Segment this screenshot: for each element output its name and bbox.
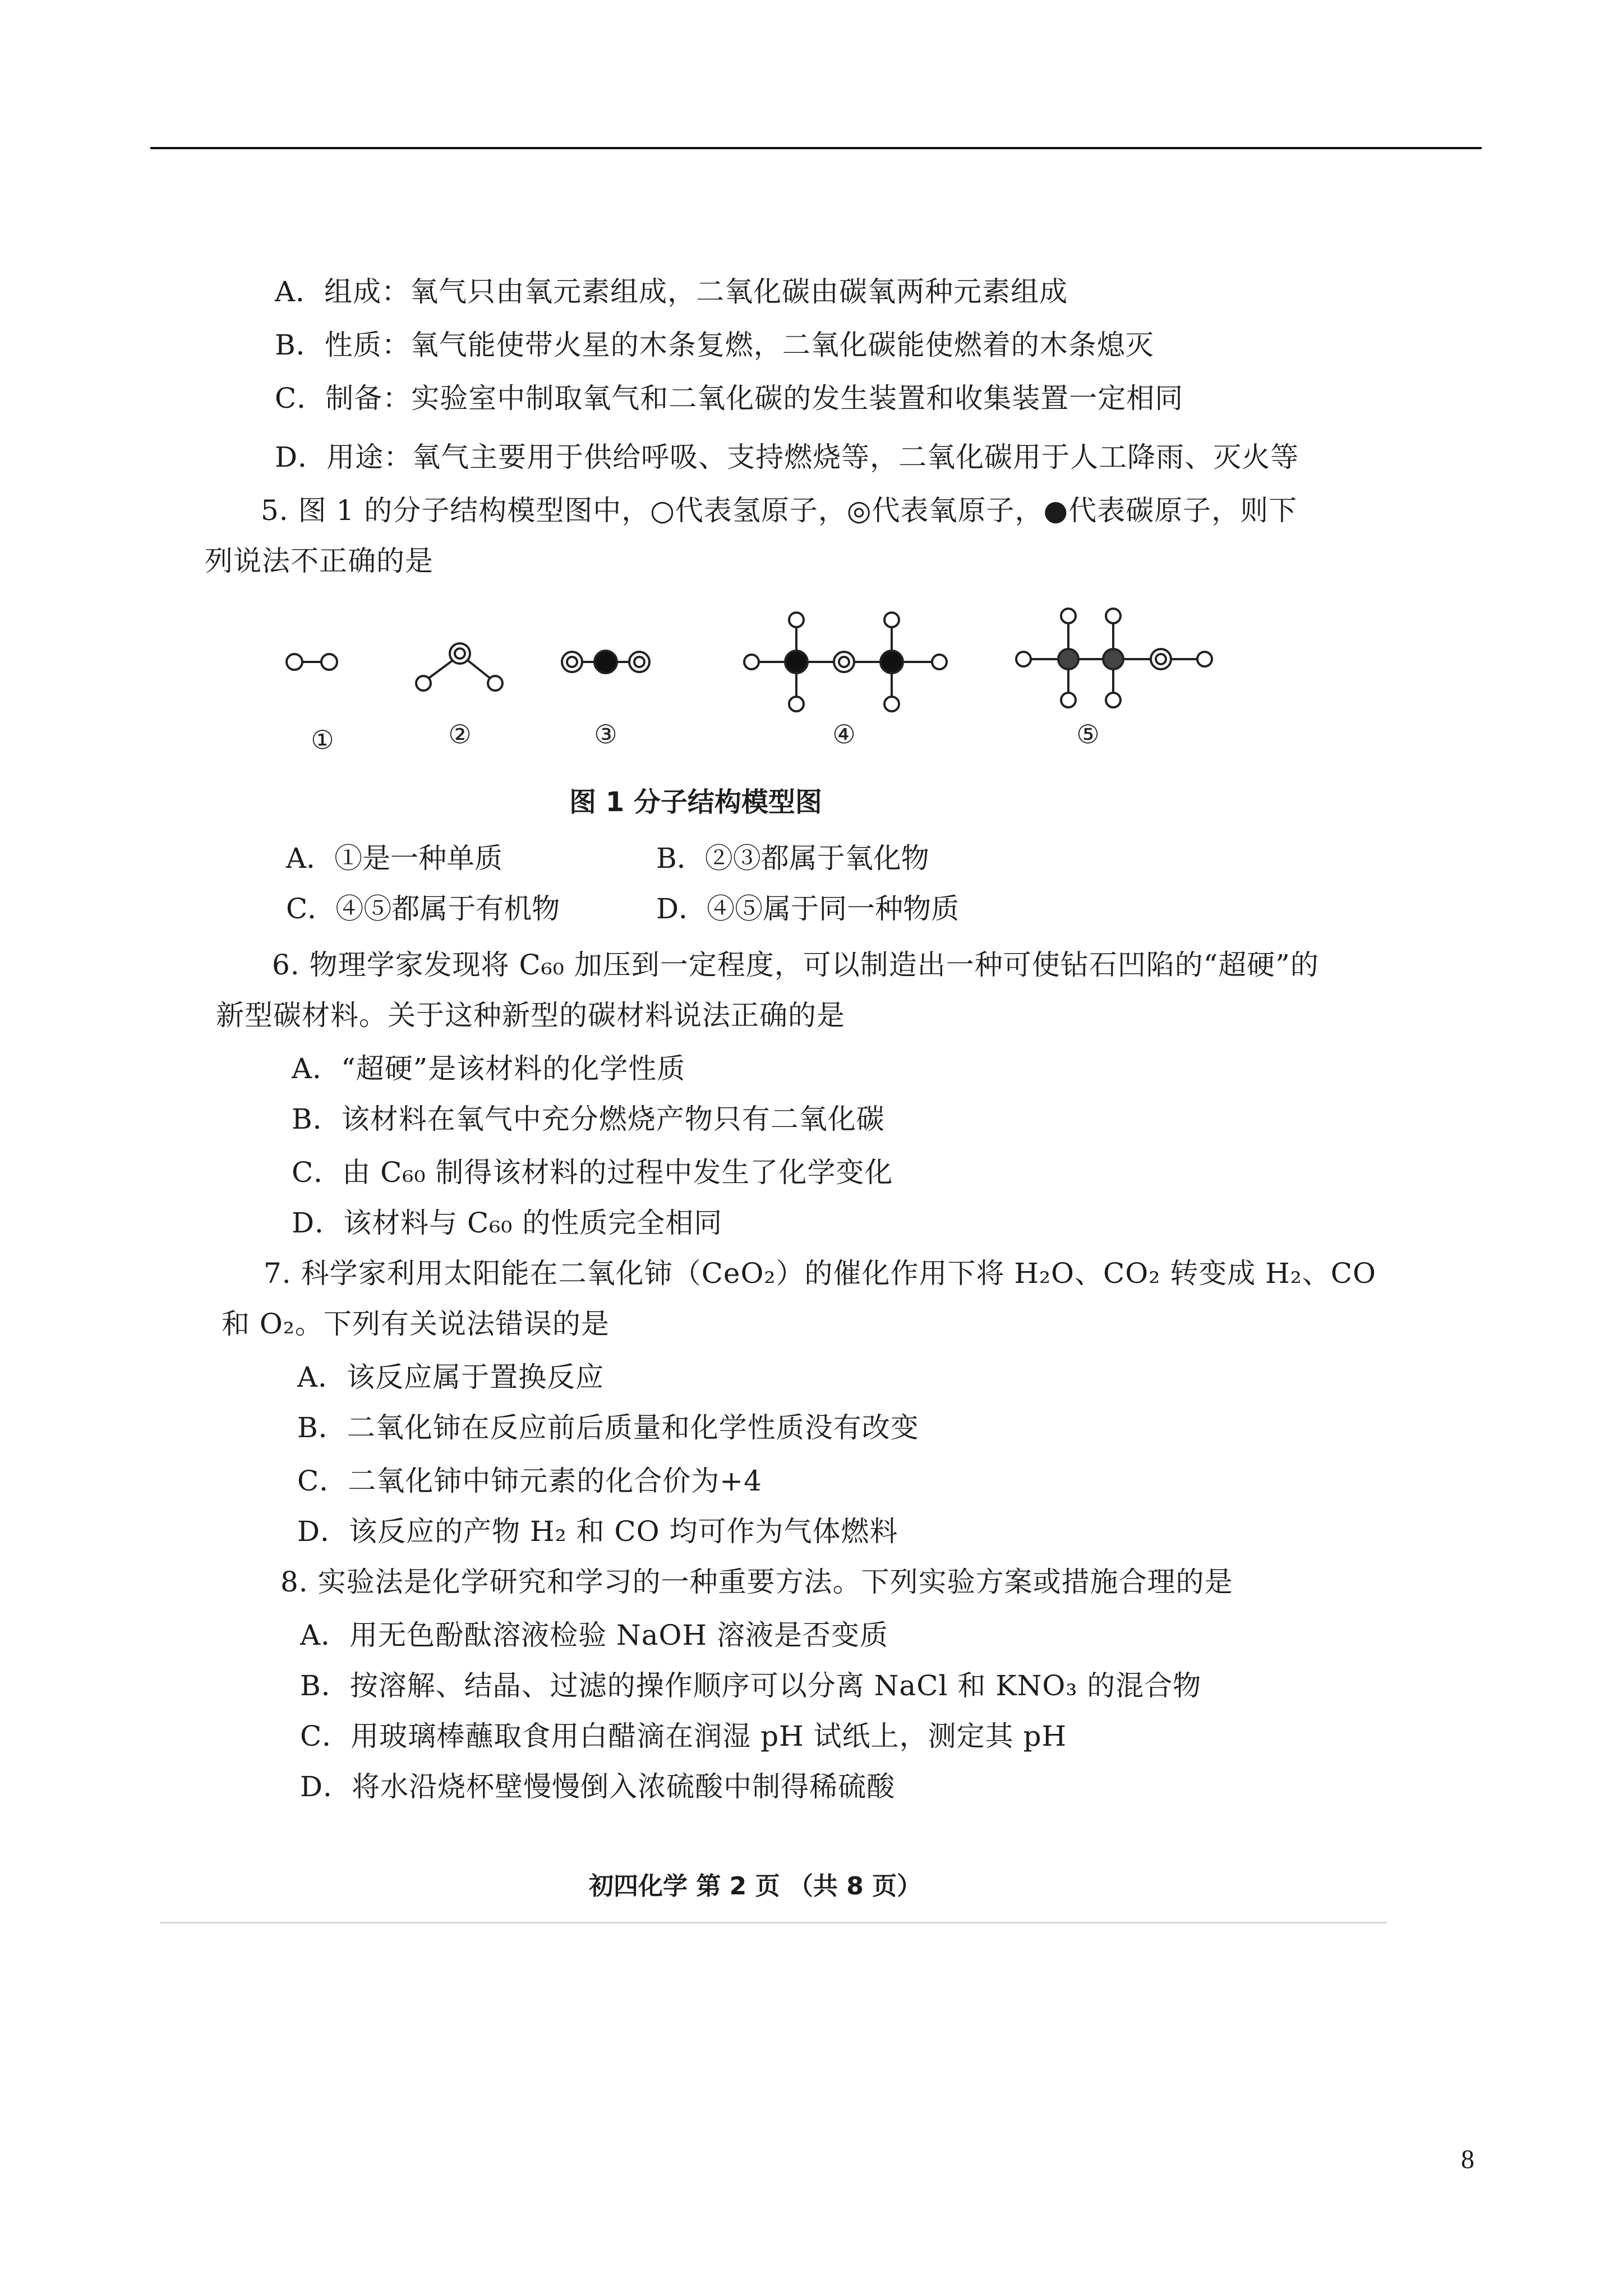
- q8-option-b: B．按溶解、结晶、过滤的操作顺序可以分离 NaCl 和 KNO₃ 的混合物: [300, 1669, 1202, 1702]
- q5-option-d: D．④⑤属于同一种物质: [656, 892, 960, 925]
- q5-option-c: C．④⑤都属于有机物: [286, 892, 560, 925]
- q4-option-d: D．用途：氧气主要用于供给呼吸、支持燃烧等，二氧化碳用于人工降雨、灭火等: [275, 441, 1299, 473]
- q5-stem-line1: 5. 图 1 的分子结构模型图中，○代表氢原子，◎代表氧原子，●代表碳原子，则下: [261, 494, 1298, 527]
- molecule-5-ethanol: [1016, 609, 1212, 707]
- q4-option-b: B．性质：氧气能使带火星的木条复燃，二氧化碳能使燃着的木条熄灭: [275, 329, 1154, 361]
- q5-option-b: B．②③都属于氧化物: [656, 842, 929, 875]
- figure-label-2: ②: [448, 719, 472, 749]
- page-footer: 初四化学 第 2 页 （共 8 页）: [589, 1872, 922, 1901]
- q8-option-c: C．用玻璃棒蘸取食用白醋滴在润湿 pH 试纸上，测定其 pH: [300, 1720, 1067, 1752]
- footer-rule: [160, 1922, 1387, 1924]
- q6-option-c: C．由 C₆₀ 制得该材料的过程中发生了化学变化: [292, 1156, 893, 1189]
- molecule-figure: [269, 600, 1279, 769]
- figure-label-5: ⑤: [1076, 719, 1100, 749]
- q8-option-a: A．用无色酚酞溶液检验 NaOH 溶液是否变质: [300, 1619, 889, 1651]
- q7-option-c: C．二氧化铈中铈元素的化合价为+4: [297, 1465, 762, 1497]
- q4-option-a: A．组成：氧气只由氧元素组成，二氧化碳由碳氧两种元素组成: [275, 275, 1068, 308]
- q6-option-a: A．“超硬”是该材料的化学性质: [292, 1052, 686, 1085]
- figure-label-1: ①: [311, 725, 334, 755]
- q7-stem-line2: 和 O₂。下列有关说法错误的是: [222, 1308, 610, 1340]
- q6-option-b: B．该材料在氧气中充分燃烧产物只有二氧化碳: [292, 1103, 885, 1135]
- q4-option-c: C．制备：实验室中制取氧气和二氧化碳的发生装置和收集装置一定相同: [275, 382, 1184, 415]
- q6-option-d: D．该材料与 C₆₀ 的性质完全相同: [292, 1207, 723, 1239]
- figure-label-4: ④: [832, 719, 856, 749]
- q5-option-a: A．①是一种单质: [286, 842, 503, 875]
- figure-label-3: ③: [594, 719, 617, 749]
- figure-caption: 图 1 分子结构模型图: [569, 786, 822, 818]
- q5-stem-line2: 列说法不正确的是: [205, 545, 434, 577]
- q6-stem-line1: 6. 物理学家发现将 C₆₀ 加压到一定程度，可以制造出一种可使钻石凹陷的“超硬”的: [272, 949, 1319, 981]
- q8-option-d: D．将水沿烧杯壁慢慢倒入浓硫酸中制得稀硫酸: [300, 1770, 896, 1803]
- page-number: 8: [1461, 2145, 1474, 2174]
- q8-stem: 8. 实验法是化学研究和学习的一种重要方法。下列实验方案或措施合理的是: [280, 1566, 1233, 1598]
- q7-option-a: A．该反应属于置换反应: [297, 1361, 605, 1393]
- molecule-3-co2: [562, 651, 649, 673]
- molecule-1-h2: [287, 654, 337, 670]
- q6-stem-line2: 新型碳材料。关于这种新型的碳材料说法正确的是: [216, 999, 845, 1032]
- q7-option-d: D．该反应的产物 H₂ 和 CO 均可作为气体燃料: [297, 1515, 898, 1548]
- q7-stem-line1: 7. 科学家利用太阳能在二氧化铈（CeO₂）的催化作用下将 H₂O、CO₂ 转变成 H₂、CO: [264, 1257, 1376, 1290]
- molecule-4-dimethyl-ether: [744, 613, 947, 711]
- q7-option-b: B．二氧化铈在反应前后质量和化学性质没有改变: [297, 1411, 919, 1444]
- header-rule: [150, 147, 1482, 149]
- molecule-2-water: [416, 643, 502, 691]
